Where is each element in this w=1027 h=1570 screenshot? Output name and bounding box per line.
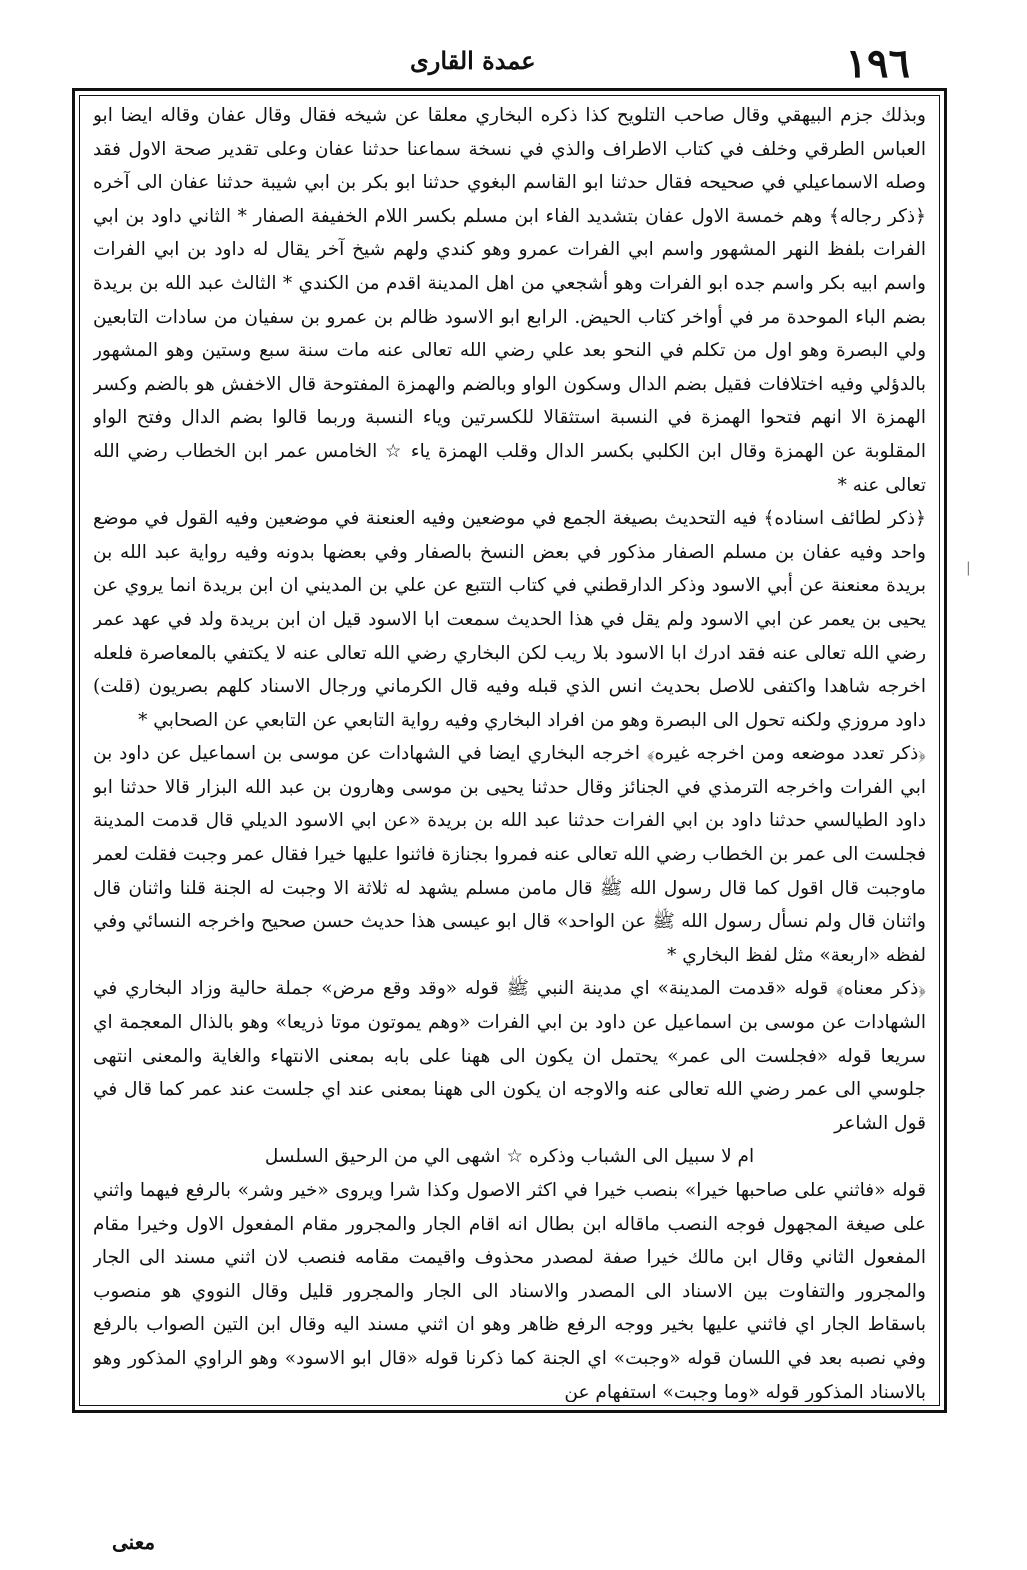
margin-mark: | [966,560,971,576]
page-number: ١٩٦ [845,40,910,87]
paragraph-other-sources: ﴿ذكر تعدد موضعه ومن اخرجه غيره﴾ اخرجه البخاري ايضا في الشهادات عن موسى بن اسماعيل عن داود بن ابي الفرات واخرجه الترمذي في الجنائز وقال حدثنا يحيى بن موسى وهارون بن عبد الله البزار قالا حدثنا ابو داود الطيالسي حدثنا داود بن ابي الفرات حدثنا عبد الله بن بريدة «عن ابي الاسود الديلي قال قدمت المدينة فجلست الى عمر بن الخطاب رضي الله تعالى عنه فمروا بجنازة فاثنوا عليها خيرا فقال عمر وجبت فقلت لعمر ماوجبت قال اقول كما قال رسول الله ﷺ قال مامن مسلم يشهد له ثلاثة الا وجبت له الجنة قلنا واثنان قال واثنان قال ولم نسأل رسول الله ﷺ عن الواحد» قال ابو عيسى هذا حديث حسن صحيح واخرجه النسائي وفي لفظه «اربعة» مثل لفظ البخاري * [93,743,926,966]
paragraph-grammar: قوله «فاثني على صاحبها خيرا» بنصب خيرا في اكثر الاصول وكذا شرا ويروى «خير وشر» بالرفع فيهما واثني على صيغة المجهول فوجه النصب ماقاله ابن بطال انه اقام الجار والمجرور مقام المفعول الاول وخيرا مقام المفعول الثاني وقال ابن مالك خيرا صفة لمصدر محذوف واقيمت مقامه فنصب لان اثني مسند الى الجار والمجرور والتفاوت بين الاسناد الى المصدر والاسناد الى الجار والمجرور قليل وقال النووي هو منصوب باسقاط الجار اي فاثني عليها بخير ووجه الرفع ظاهر وهو ان اثني مسند اليه وقال ابن التين الصواب بالرفع وفي نصبه بعد في اللسان قوله «وجبت» اي الجنة كما ذكرنا قوله «قال ابو الاسود» وهو الراوي المذكور وهو بالاسناد المذكور قوله «وما وجبت» استفهام عن [93,1180,926,1402]
poetry-verse: ام لا سبيل الى الشباب وذكره ☆ اشهى الي من الرحيق السلسل [264,1146,755,1168]
main-text [93,99,926,1402]
paragraph-isnad-subtleties: ﴿ذكر لطائف اسناده﴾ فيه التحديث بصيغة الجمع في موضعين وفيه العنعنة في موضعين وفيه القول في موضع واحد وفيه عفان بن مسلم الصفار مذكور في بعض النسخ بالصفار وفي بعضها بدونه وفيه رواية عبد الله بن بريدة معنعنة عن أبي الاسود وذكر الدارقطني في كتاب التتبع عن علي بن المديني ان ابن بريدة انما يروي عن يحيى بن يعمر عن ابي الاسود ولم يقل في هذا الحديث سمعت ابا الاسود قيل ان ابن بريدة ولد في عهد عمر رضي الله تعالى عنه فقد ادرك ابا الاسود بلا ريب لكن البخاري رضي الله تعالى عنه لا يكتفي بالمعاصرة فلعله اخرجه شاهدا واكتفى للاصل بحديث انس الذي قبله وفيه قال الكرماني ورجال الاسناد كلهم بصريون (قلت) داود مروزي ولكنه تحول الى البصرة وهو من افراد البخاري وفيه رواية التابعي عن التابعي عن الصحابي * [93,508,926,731]
catchword: معنى [112,1530,156,1554]
page-header [70,30,940,86]
text-frame [72,88,947,1413]
running-title: عمدة القارى [410,46,536,75]
paragraph-meaning: ﴿ذكر معناه﴾ قوله «قدمت المدينة» اي مدينة النبي ﷺ قوله «وقد وقع مرض» جملة حالية وزاد البخاري في الشهادات عن موسى بن اسماعيل عن داود بن ابي الفرات «وهم يموتون موتا ذريعا» وهو بالذال المعجمة اي سريعا قوله «فجلست الى عمر» يحتمل ان يكون الى ههنا على بابه بمعنى الانتهاء والغاية والمعنى انتهى جلوسي الى عمر رضي الله تعالى عنه والاوجه ان يكون الى ههنا بمعنى عند اي جلست عند عمر كما قال في قول الشاعر [93,978,926,1134]
paragraph-narrators: وبذلك جزم البيهقي وقال صاحب التلويح كذا ذكره البخاري معلقا عن شيخه فقال وقال عفان وقاله ايضا ابو العباس الطرقي وخلف في كتاب الاطراف والذي في نسخة سماعنا حدثنا عفان وعلى تقدير صحة الاول فقد وصله الاسماعيلي في صحيحه فقال حدثنا ابو القاسم البغوي حدثنا ابو بكر بن ابي شيبة حدثنا عفان الى آخره ﴿ذكر رجاله﴾ وهم خمسة الاول عفان بتشديد الفاء ابن مسلم بكسر اللام الخفيفة الصفار * الثاني داود بن ابي الفرات بلفظ النهر المشهور واسم ابي الفرات عمرو وهو كندي ولهم شيخ آخر يقال له داود بن ابي الفرات واسم ابيه بكر واسم جده ابو الفرات وهو أشجعي من اهل المدينة اقدم من الكندي * الثالث عبد الله بن بريدة بضم الباء الموحدة مر في أواخر كتاب الحيض. الرابع ابو الاسود ظالم بن عمرو بن سفيان من سادات التابعين ولي البصرة وهو اول من تكلم في النحو بعد علي رضي الله تعالى عنه مات سنة سبع وستين وهو المشهور بالدؤلي وفيه اختلافات فقيل بضم الدال وسكون الواو وبالضم والهمزة المفتوحة قال الاخفش هو بالضم وكسر الهمزة الا انهم فتحوا الهمزة في النسبة استثقالا للكسرتين وياء النسبة وربما قالوا بضم الدال وفتح الواو المقلوبة عن الهمزة وقال ابن الكلبي بكسر الدال وقلب الهمزة ياء ☆ الخامس عمر ابن الخطاب رضي الله تعالى عنه * [93,105,926,496]
